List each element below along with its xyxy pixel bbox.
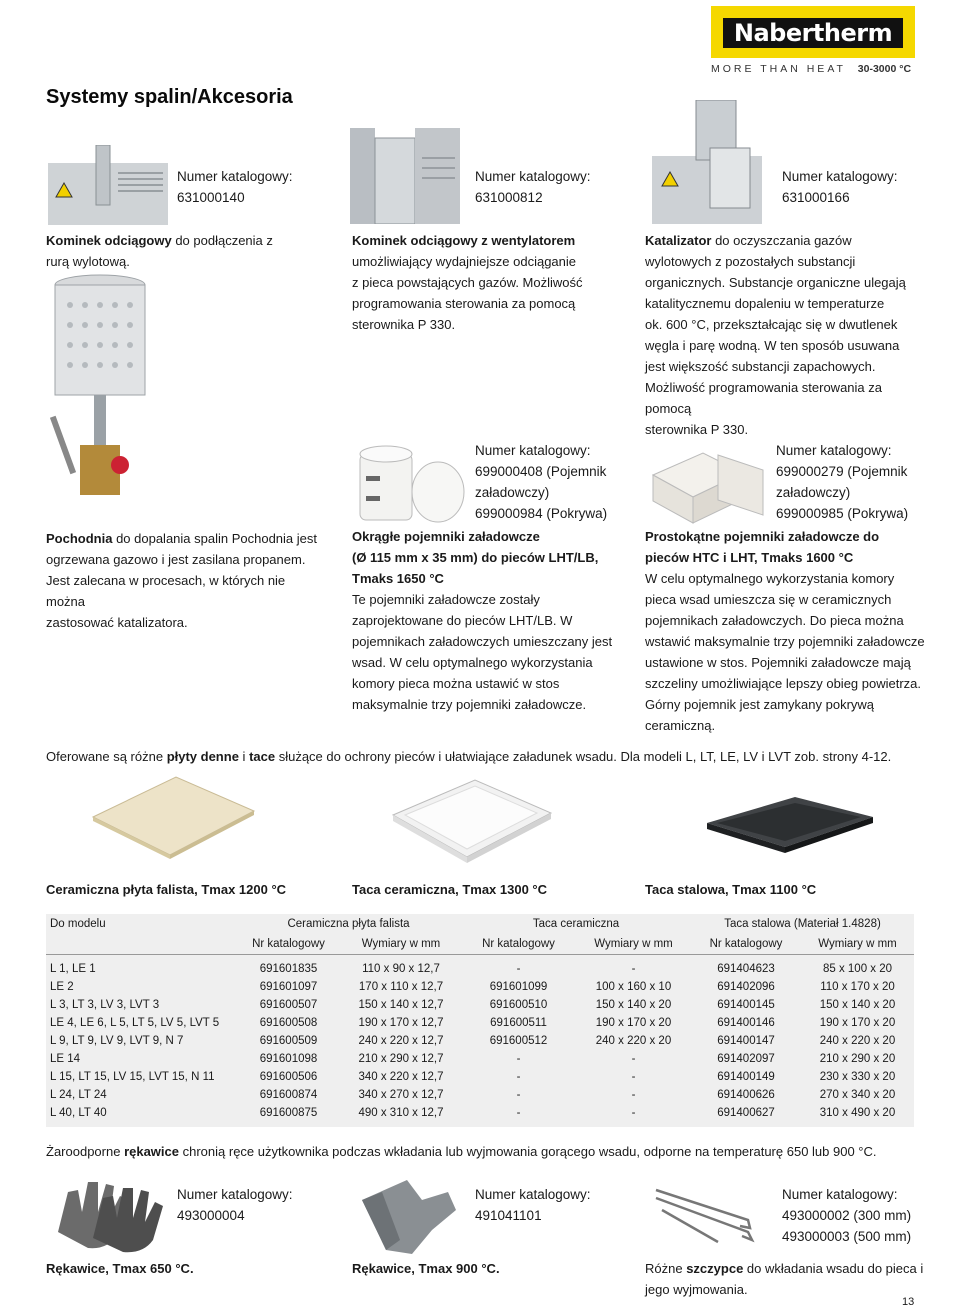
gloves-650-image	[48, 1172, 168, 1254]
table-cell: 691600512	[489, 1035, 548, 1047]
table-cell: 100 x 160 x 10	[595, 981, 672, 993]
table-cell: 691600507	[259, 999, 318, 1011]
table-cell: -	[631, 1071, 636, 1083]
plates-table	[46, 914, 914, 1127]
table-cell: Ceramiczna płyta falista	[287, 918, 410, 930]
table-cell: 691601835	[259, 963, 318, 975]
table-cell: -	[516, 1107, 521, 1119]
table-cell: 230 x 330 x 20	[819, 1071, 896, 1083]
table-cell: Taca stalowa (Materiał 1.4828)	[724, 918, 881, 930]
catalog-number-block: Numer katalogowy: 631000140	[177, 169, 293, 205]
table-cell: L 15, LT 15, LV 15, LVT 15, N 11	[50, 1071, 215, 1083]
catalyst-image	[652, 100, 762, 224]
table-cell: LE 14	[50, 1053, 81, 1065]
table-cell: -	[516, 1053, 521, 1065]
table-cell	[46, 934, 236, 955]
table-cell: L 9, LT 9, LV 9, LVT 9, N 7	[50, 1035, 184, 1047]
round-box-description: Okrągłe pojemniki załadowcze (Ø 115 mm x 35 mm) do pieców LHT/LB, Tmaks 1650 °C Te pojemniki załadowcze zostały zaprojektowane do pieców LHT/LB. W pojemnikach załadowczych umieszczany jest wsad. W celu optymalnego wykorzystania komory pieca można ustawić w stos maksymalnie trzy pojemniki załadowcze.	[352, 529, 613, 712]
table-cell: Nr katalogowy	[461, 934, 576, 955]
catalog-number-block: Numer katalogowy: 631000166	[782, 169, 898, 205]
table-cell: -	[516, 1089, 521, 1101]
brand-logo	[711, 6, 915, 58]
table-cell: Wymiary w mm	[341, 934, 461, 955]
brand-name: Nabertherm	[723, 18, 903, 48]
table-cell: -	[631, 963, 636, 975]
table-cell: 691402096	[717, 981, 775, 993]
table-cell: 190 x 170 x 20	[595, 1017, 672, 1029]
table-cell: 691404623	[717, 963, 775, 975]
plate-caption: Taca ceramiczna, Tmax 1300 °C	[352, 882, 548, 897]
table-cell: Wymiary w mm	[576, 934, 691, 955]
table-cell: 691600875	[259, 1107, 318, 1119]
gloves-900-caption: Rękawice, Tmax 900 °C.	[352, 1261, 500, 1276]
table-row	[46, 1068, 914, 1086]
table-cell: 691601098	[259, 1053, 318, 1065]
steel-tray-image	[705, 795, 875, 855]
table-cell: 240 x 220 x 20	[819, 1035, 896, 1047]
table-row	[46, 978, 914, 996]
table-cell: 691400145	[717, 999, 775, 1011]
table-cell: Do modelu	[50, 918, 106, 930]
table-cell: 691600508	[259, 1017, 318, 1029]
table-cell: L 40, LT 40	[50, 1107, 107, 1119]
rect-crucible-image	[648, 435, 768, 525]
table-row	[46, 1086, 914, 1104]
tongs-image	[648, 1180, 758, 1250]
table-cell: -	[516, 963, 521, 975]
table-cell: 490 x 310 x 12,7	[358, 1107, 444, 1119]
table-cell: 240 x 220 x 20	[595, 1035, 672, 1047]
table-cell: 210 x 290 x 20	[819, 1053, 896, 1065]
table-row	[46, 960, 914, 978]
table-cell: L 24, LT 24	[50, 1089, 107, 1101]
table-cell: 190 x 170 x 20	[819, 1017, 896, 1029]
plates-intro: Oferowane są różne płyty denne i tace służące do ochrony pieców i ułatwiające załadunek wsadu. Dla modeli L, LT, LE, LV i LVT zob. strony 4-12.	[46, 749, 892, 764]
table-cell: 691601097	[259, 981, 318, 993]
table-cell: 210 x 290 x 12,7	[358, 1053, 444, 1065]
gloves-650-catalog: Numer katalogowy: 493000004	[177, 1187, 293, 1223]
table-cell: Taca ceramiczna	[532, 918, 620, 930]
table-cell: 691600509	[259, 1035, 318, 1047]
catalyst-description: Katalizator do oczyszczania gazów wylotowych z pozostałych substancji organicznych. Substancje organiczne ulegają katalitycznemu dopaleniu w temperaturze ok. 600 °C, przekształcając się w dwutlenek węgla i parę wodną. W ten sposób usuwana jest większość substancji zapachowych. Możliwość programowania sterowania za pomocą sterownika P 330.	[645, 233, 906, 437]
page-number: 13	[902, 1296, 915, 1308]
catalog-number-block: Numer katalogowy: 631000812	[475, 169, 591, 205]
torch-description: Pochodnia do dopalania spalin Pochodnia jest ogrzewana gazowo i jest zasilana propanem. Jest zalecana w procesach, w których nie można zastosować katalizatora.	[46, 531, 317, 630]
table-cell: 240 x 220 x 12,7	[358, 1035, 444, 1047]
table-sub-header	[46, 934, 914, 955]
table-row	[46, 996, 914, 1014]
chimney-fan-description: Kominek odciągowy z wentylatorem umożliwiający wydajniejsze odciąganie z pieca powstających gazów. Możliwość programowania sterowania za pomocą sterownika P 330.	[352, 233, 583, 332]
table-cell: 150 x 140 x 20	[595, 999, 672, 1011]
brand-tagline: MORE THAN HEAT 30-3000 °C	[711, 63, 912, 75]
table-cell: Nr katalogowy	[236, 934, 341, 955]
table-cell: 691600506	[259, 1071, 318, 1083]
chimney-description: Kominek odciągowy do podłączenia z rurą wylotową.	[46, 233, 273, 269]
table-cell: Nr katalogowy	[691, 934, 801, 955]
page-title: Systemy spalin/Akcesoria	[46, 86, 293, 108]
table-cell: -	[631, 1053, 636, 1065]
table-cell: 340 x 220 x 12,7	[358, 1071, 444, 1083]
table-row	[46, 1014, 914, 1032]
rect-box-description: Prostokątne pojemniki załadowcze do pieców HTC i LHT, Tmaks 1600 °C W celu optymalnego wykorzystania komory pieca wsad umieszcza się w ceramicznych pojemnikach załadowczych. Do pieca można wstawić maksymalnie trzy pojemniki załadowcze ustawione w stos. Pojemniki załadowcze mają szczeliny umożliwiające lepszy obieg powietrza. Górny pojemnik jest zamykany pokrywą ceramiczną.	[645, 529, 925, 733]
table-row	[46, 1050, 914, 1068]
table-cell: 340 x 270 x 12,7	[358, 1089, 444, 1101]
table-row	[46, 1104, 914, 1122]
chimney-fan-image	[350, 128, 460, 224]
round-box-catalog: Numer katalogowy: 699000408 (Pojemnik załadowczy) 699000984 (Pokrywa)	[475, 443, 608, 521]
table-cell: 110 x 90 x 12,7	[362, 963, 440, 975]
table-cell: -	[631, 1107, 636, 1119]
table-cell	[46, 1122, 914, 1127]
table-cell: 691400149	[717, 1071, 775, 1083]
table-row	[46, 1032, 914, 1050]
corrugated-plate-image	[88, 775, 258, 860]
table-cell: -	[631, 1089, 636, 1101]
table-cell: 691600511	[490, 1017, 547, 1029]
table-cell: 270 x 340 x 20	[819, 1089, 896, 1101]
table-cell: L 1, LE 1	[50, 963, 96, 975]
table-cell: 110 x 170 x 20	[820, 981, 895, 993]
table-group-header	[46, 914, 914, 934]
table-cell: 691400627	[717, 1107, 775, 1119]
table-cell: 190 x 170 x 12,7	[358, 1017, 444, 1029]
table-cell: 310 x 490 x 20	[819, 1107, 896, 1119]
gloves-intro: Żaroodporne rękawice chronią ręce użytkownika podczas wkładania lub wyjmowania gorącego wsadu, odporne na temperaturę 650 lub 900 °C.	[46, 1144, 877, 1159]
table-cell: LE 4, LE 6, L 5, LT 5, LV 5, LVT 5	[50, 1017, 220, 1029]
table-cell: 170 x 110 x 12,7	[358, 981, 444, 993]
table-cell: 691600510	[489, 999, 548, 1011]
table-cell: 150 x 140 x 12,7	[358, 999, 444, 1011]
plate-caption: Taca stalowa, Tmax 1100 °C	[645, 882, 817, 897]
table-cell: Wymiary w mm	[801, 934, 914, 955]
table-cell: 691400626	[717, 1089, 775, 1101]
rect-box-catalog: Numer katalogowy: 699000279 (Pojemnik załadowczy) 699000985 (Pokrywa)	[776, 443, 909, 521]
tongs-caption: Różne szczypce do wkładania wsadu do pieca i jego wyjmowania.	[645, 1261, 924, 1297]
ceramic-tray-image	[385, 775, 555, 865]
gloves-900-image	[352, 1170, 462, 1258]
table-cell: 691402097	[717, 1053, 775, 1065]
table-cell: 150 x 140 x 20	[819, 999, 896, 1011]
plate-caption: Ceramiczna płyta falista, Tmax 1200 °C	[46, 882, 287, 897]
table-cell: LE 2	[50, 981, 74, 993]
gloves-900-catalog: Numer katalogowy: 491041101	[475, 1187, 591, 1223]
chimney-vent-image	[48, 145, 168, 225]
table-cell: L 3, LT 3, LV 3, LVT 3	[50, 999, 160, 1011]
table-cell: 691601099	[489, 981, 548, 993]
table-cell: 691600874	[259, 1089, 318, 1101]
torch-image	[50, 265, 150, 515]
table-cell: 85 x 100 x 20	[822, 963, 893, 975]
gloves-650-caption: Rękawice, Tmax 650 °C.	[46, 1261, 194, 1276]
table-cell: -	[516, 1071, 521, 1083]
table-cell: 691400147	[717, 1035, 775, 1047]
tongs-catalog: Numer katalogowy: 493000002 (300 mm) 493000003 (500 mm)	[782, 1187, 912, 1244]
table-cell: 691400146	[717, 1017, 775, 1029]
round-crucible-image	[356, 440, 466, 525]
